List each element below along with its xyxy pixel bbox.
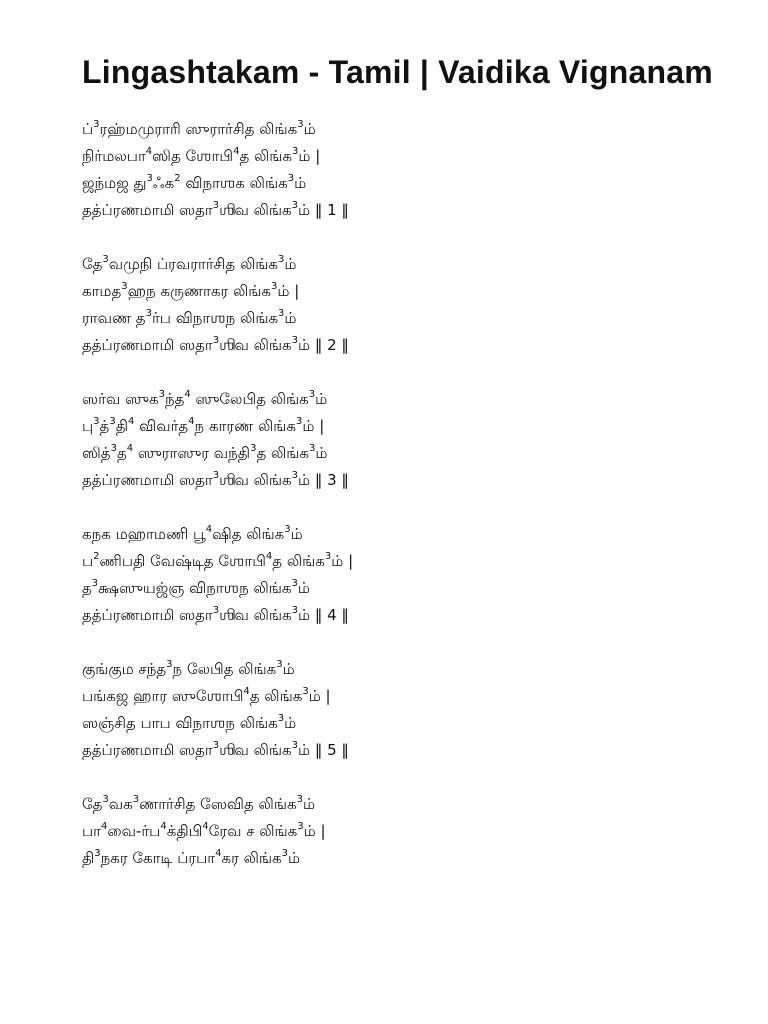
verse-line: தி$^3$நகர கோடி ப்ரபா$^4$கர லிங்க$^3$ம் — [82, 848, 301, 867]
verse-line: தத்ப்ரணமாமி ஸதா$^3$ஶிவ லிங்க$^3$ம் ‖ 1 ‖ — [82, 200, 349, 219]
verses-container — [82, 116, 722, 872]
verse-line: தே$^3$வக$^3$ணார்சித ஸேவித லிங்க$^3$ம் — [82, 794, 316, 813]
verse-line: ஸர்வ ஸுக$^3$ந்த$^4$ ஸுலேபித லிங்க$^3$ம் — [82, 389, 328, 408]
verse-line: பா$^4$வை-ர்ப$^4$க்திபி$^4$ரேவ ச லிங்க$^3$ம் | — [82, 821, 326, 840]
document-page — [82, 52, 722, 899]
verse-1 — [82, 116, 722, 224]
verse-2 — [82, 251, 722, 359]
verse-6 — [82, 791, 722, 872]
verse-line: தத்ப்ரணமாமி ஸதா$^3$ஶிவ லிங்க$^3$ம் ‖ 2 ‖ — [82, 335, 349, 354]
verse-line: நிர்மலபா$^4$ஸித ஶோபி$^4$த லிங்க$^3$ம் | — [82, 146, 321, 165]
verse-line: ப்$^3$ரஹ்மமுராரி ஸுரார்சித லிங்க$^3$ம் — [82, 119, 316, 138]
verse-5 — [82, 656, 722, 764]
verse-line: கநக மஹாமணி பூ$^4$ஷித லிங்க$^3$ம் — [82, 524, 303, 543]
verse-line: த$^3$க்ஷஸுயஜ்ஞ விநாஶந லிங்க$^3$ம் — [82, 578, 310, 597]
verse-line: தே$^3$வமுநி ப்ரவரார்சித லிங்க$^3$ம் — [82, 254, 297, 273]
verse-3 — [82, 386, 722, 494]
verse-line: தத்ப்ரணமாமி ஸதா$^3$ஶிவ லிங்க$^3$ம் ‖ 5 ‖ — [82, 740, 349, 759]
verse-4 — [82, 521, 722, 629]
verse-line: ஸித்$^3$த$^4$ ஸுராஸுர வந்தி$^3$த லிங்க$^3$ம் — [82, 443, 328, 462]
verse-line: ப$^2$ணிபதி வேஷ்டித ஶோபி$^4$த லிங்க$^3$ம் | — [82, 551, 354, 570]
verse-line: காமத$^3$ஹந கருணாகர லிங்க$^3$ம் | — [82, 281, 300, 300]
verse-line: ஸஞ்சித பாப விநாஶந லிங்க$^3$ம் — [82, 713, 297, 732]
verse-line: ஜந்மஜ து$^3$ஃக$^2$ விநாஶக லிங்க$^3$ம் — [82, 173, 307, 192]
verse-line: பங்கஜ ஹார ஸுஶோபி$^4$த லிங்க$^3$ம் | — [82, 686, 331, 705]
verse-line: குங்கும சந்த$^3$ந லேபித லிங்க$^3$ம் — [82, 659, 295, 678]
verse-line: தத்ப்ரணமாமி ஸதா$^3$ஶிவ லிங்க$^3$ம் ‖ 4 ‖ — [82, 605, 349, 624]
verse-line: தத்ப்ரணமாமி ஸதா$^3$ஶிவ லிங்க$^3$ம் ‖ 3 ‖ — [82, 470, 349, 489]
document-title: Lingashtakam - Tamil | Vaidika Vignanam — [82, 54, 713, 90]
verse-line: ராவண த$^3$ர்ப விநாஶந லிங்க$^3$ம் — [82, 308, 297, 327]
verse-line: பு$^3$த்$^3$தி$^4$ விவர்த$^4$ந காரண லிங்க$^3$ம் | — [82, 416, 325, 435]
